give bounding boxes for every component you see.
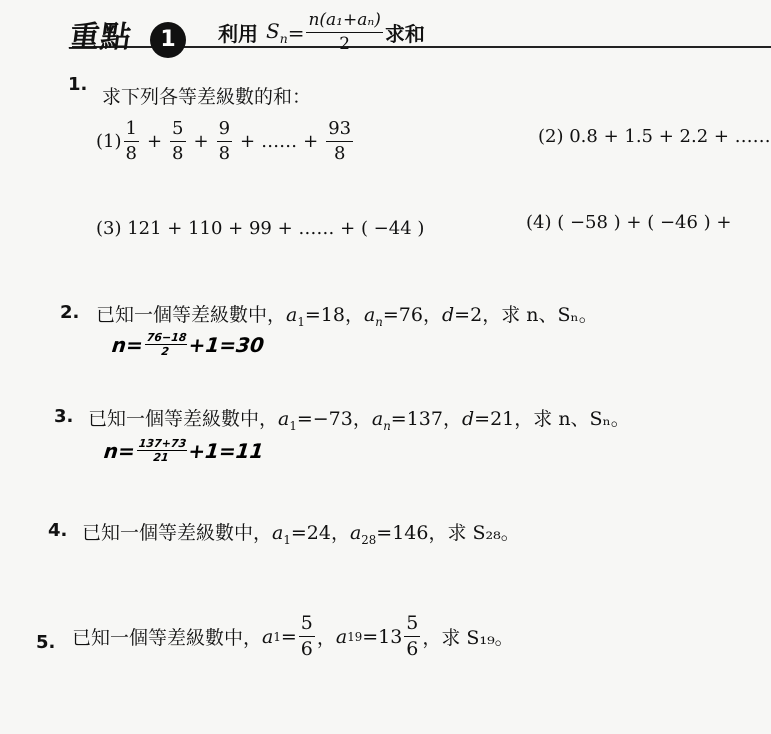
q2-statement: 已知一個等差級數中，$a_1=18$，$a_n=76$，d=2，求 n、Sₙ。 [96,304,598,329]
plus-sign: + [240,131,256,152]
formula-denominator: 2 [339,34,351,54]
q3-ask: ，求 n、Sₙ。 [514,408,630,430]
plus-sign: + [146,131,163,152]
q3-d: 21 [490,408,515,430]
q2-d: 2 [470,304,483,326]
badge-number: 1 [160,27,176,52]
q5-number: 5. [36,632,56,653]
q1-part1-label: (1) [96,131,122,152]
q4-a1: 24 [306,522,331,544]
q1-prompt: 求下列各等差級數的和： [102,86,312,108]
q5-a1-fraction: $\frac{5}{6}$ [300,612,313,660]
plus-sign: + [193,131,209,152]
q3-a1: −73 [312,408,353,430]
formula-fraction [306,12,382,53]
plus-sign: + [303,131,319,152]
q3-handwritten-work: n= $\frac{137+73}{21}$ +1=11 [102,437,266,464]
title-suffix: 求和 [384,22,425,46]
q1-part3: (3) 121 + 110 + 99 + …… + ( −44 ) [96,218,425,239]
q3-an: 137 [406,408,443,430]
q4-number: 4. [48,520,68,541]
q4-a28: 146 [392,522,429,544]
q4-ask: ，求 S₂₈。 [428,522,520,544]
q1-part2: (2) 0.8 + 1.5 + 2.2 + …… [538,126,771,147]
q1-term-1: $\frac{1}{8}$ [125,118,137,164]
q5-ask: ，求 S₁₉。 [422,627,514,649]
q2-an: 76 [398,304,423,326]
q2-handwritten-work: n= $\frac{76-18}{2}$ +1=30 [110,331,266,358]
ellipsis: …… [261,131,298,152]
q3-statement: 已知一個等差級數中，$a_1=-73$，$a_n=137$，d=21，求 n、Sₙ。 [88,408,630,433]
title-prefix: 利用 [218,22,258,46]
q2-ask: ，求 n、Sₙ。 [482,304,598,326]
formula-equals: = [287,20,305,45]
formula-lhs: $S_n$ [266,19,288,46]
q3-number: 3. [54,406,74,427]
formula-numerator: n(a₁+aₙ) [306,12,382,33]
q5-a19-whole: 13 [378,625,403,648]
q1-number: 1. [68,74,88,95]
q2-a1: 18 [320,304,345,326]
q1-term-2: $\frac{5}{8}$ [172,118,184,164]
badge-title: 重點 [67,20,134,55]
q1-part4: (4) ( −58 ) + ( −46 ) + [526,212,732,233]
q1-term-3: $\frac{9}{8}$ [218,118,231,164]
q5-statement: 已知一個等差級數中， a 1 = $\frac{5}{6}$ ， a 19 = 13 $\frac{5}{6}$ ，求 S₁₉。 [72,612,514,660]
q2-number: 2. [60,302,80,323]
q1-term-last: $\frac{93}{8}$ [328,118,352,164]
q4-statement: 已知一個等差級數中，$a_1=24$，$a_{28}=146$，求 S₂₈。 [82,522,520,547]
q1-part1 [96,120,355,163]
section-title [218,12,425,53]
q5-a19-fraction: $\frac{5}{6}$ [406,612,419,660]
